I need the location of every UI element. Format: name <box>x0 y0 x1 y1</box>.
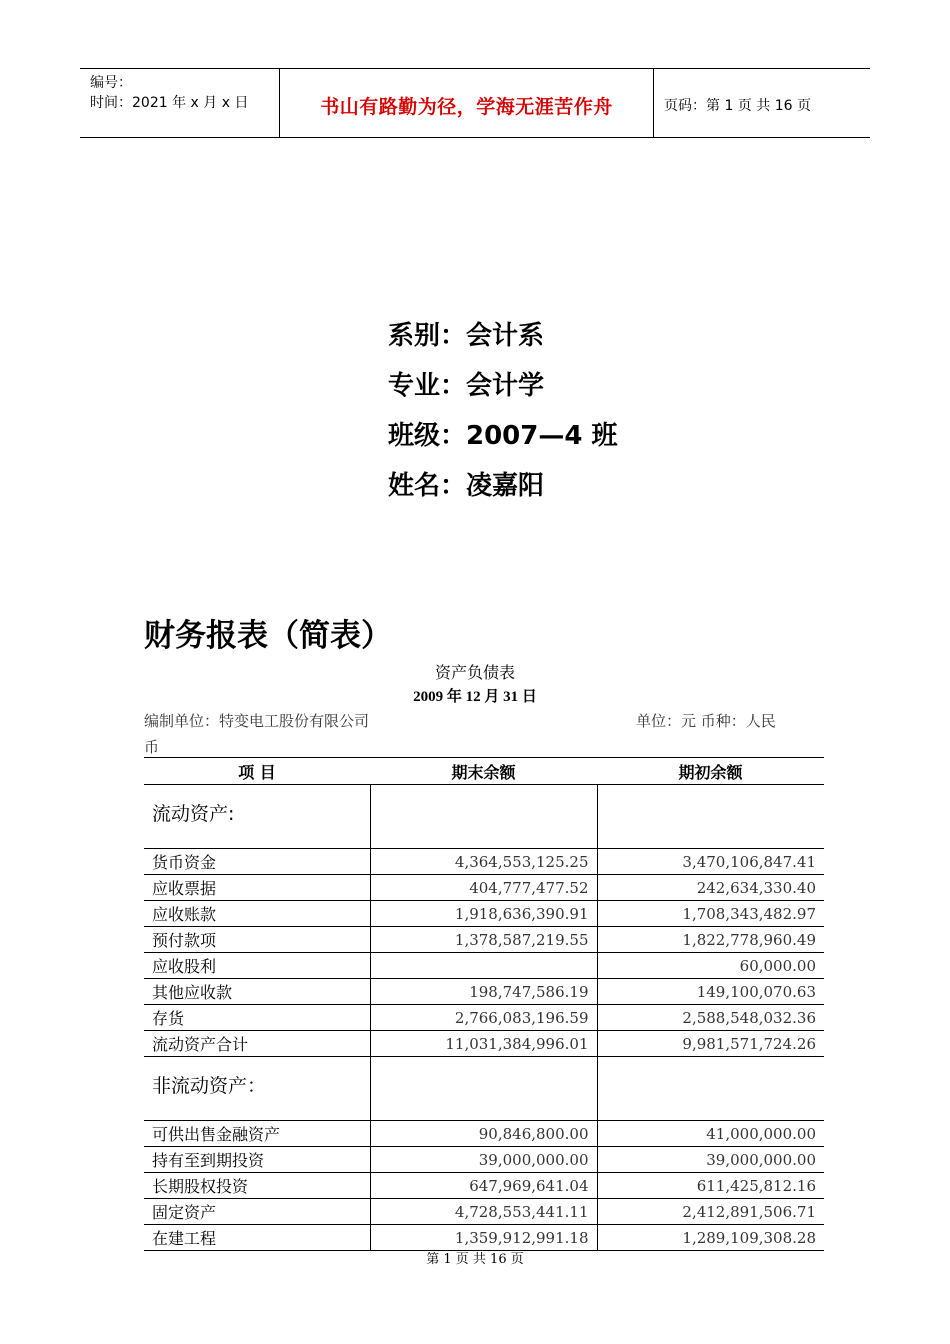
row-item-label: 可供出售金融资产 <box>144 1121 370 1147</box>
row-begin-balance: 1,289,109,308.28 <box>597 1225 824 1251</box>
row-item-label: 持有至到期投资 <box>144 1147 370 1173</box>
table-row <box>144 1147 824 1173</box>
table-row <box>144 875 824 901</box>
table-header-row <box>144 758 824 785</box>
table-row <box>144 953 824 979</box>
row-item-label: 存货 <box>144 1005 370 1031</box>
row-item-label: 固定资产 <box>144 1199 370 1225</box>
cover-info <box>388 316 618 516</box>
currency-unit-wrap: 币 <box>144 738 160 756</box>
preparer-unit: 编制单位：特变电工股份有限公司 <box>144 712 370 730</box>
row-end-balance: 2,766,083,196.59 <box>370 1005 597 1031</box>
sheet-title: 资产负债表 <box>434 663 515 682</box>
row-begin-balance: 39,000,000.00 <box>597 1147 824 1173</box>
header-page-info: 页码：第 1 页 共 16 页 <box>664 98 811 114</box>
name-line: 姓名：凌嘉阳 <box>388 471 545 501</box>
row-item-label: 应收票据 <box>144 875 370 901</box>
table-row <box>144 979 824 1005</box>
row-end-balance: 1,359,912,991.18 <box>370 1225 597 1251</box>
column-header-begin-balance: 期初余额 <box>597 758 824 785</box>
row-begin-balance: 60,000.00 <box>597 953 824 979</box>
row-end-balance: 4,364,553,125.25 <box>370 849 597 875</box>
row-end-balance: 11,031,384,996.01 <box>370 1031 597 1057</box>
row-item-label: 在建工程 <box>144 1225 370 1251</box>
row-begin-balance: 149,100,070.63 <box>597 979 824 1005</box>
row-begin-balance: 242,634,330.40 <box>597 875 824 901</box>
table-row <box>144 1031 824 1057</box>
row-begin-balance: 2,412,891,506.71 <box>597 1199 824 1225</box>
balance-sheet-table <box>144 757 824 1251</box>
row-end-balance <box>370 1057 597 1121</box>
page-footer: 第 1 页 共 16 页 <box>426 1252 524 1267</box>
column-header-end-balance: 期末余额 <box>370 758 597 785</box>
row-item-label: 应收股利 <box>144 953 370 979</box>
row-end-balance: 4,728,553,441.11 <box>370 1199 597 1225</box>
number-label: 编号： <box>90 75 132 91</box>
row-end-balance <box>370 785 597 849</box>
document-header <box>80 68 870 138</box>
report-title: 财务报表（简表） <box>144 618 392 654</box>
row-item-label: 非流动资产： <box>144 1057 370 1121</box>
row-item-label: 其他应收款 <box>144 979 370 1005</box>
sheet-date: 2009 年 12 月 31 日 <box>413 689 537 705</box>
row-item-label: 货币资金 <box>144 849 370 875</box>
table-row <box>144 1225 824 1251</box>
table-row <box>144 901 824 927</box>
currency-unit: 单位：元 币种：人民 <box>636 712 776 730</box>
row-item-label: 预付款项 <box>144 927 370 953</box>
row-end-balance: 1,918,636,390.91 <box>370 901 597 927</box>
table-row <box>144 1173 824 1199</box>
row-begin-balance: 41,000,000.00 <box>597 1121 824 1147</box>
table-row <box>144 1199 824 1225</box>
row-end-balance: 90,846,800.00 <box>370 1121 597 1147</box>
row-end-balance: 1,378,587,219.55 <box>370 927 597 953</box>
table-row <box>144 927 824 953</box>
table-row <box>144 1005 824 1031</box>
row-item-label: 流动资产合计 <box>144 1031 370 1057</box>
row-begin-balance: 9,981,571,724.26 <box>597 1031 824 1057</box>
table-row <box>144 1121 824 1147</box>
section-row <box>144 785 824 849</box>
row-item-label: 应收账款 <box>144 901 370 927</box>
column-header-item: 项 目 <box>144 758 370 785</box>
row-end-balance: 404,777,477.52 <box>370 875 597 901</box>
row-begin-balance: 3,470,106,847.41 <box>597 849 824 875</box>
table-row <box>144 849 824 875</box>
header-motto: 书山有路勤为径，学海无涯苦作舟 <box>280 69 654 137</box>
row-begin-balance: 1,822,778,960.49 <box>597 927 824 953</box>
row-begin-balance: 2,588,548,032.36 <box>597 1005 824 1031</box>
time-label: 时间：2021 年 x 月 x 日 <box>90 95 249 111</box>
row-begin-balance: 611,425,812.16 <box>597 1173 824 1199</box>
section-row <box>144 1057 824 1121</box>
row-item-label: 流动资产: <box>144 785 370 849</box>
class-line: 班级：2007—4 班 <box>388 421 618 451</box>
major-line: 专业：会计学 <box>388 371 545 401</box>
row-end-balance: 198,747,586.19 <box>370 979 597 1005</box>
row-begin-balance: 1,708,343,482.97 <box>597 901 824 927</box>
row-end-balance <box>370 953 597 979</box>
department-line: 系别：会计系 <box>388 321 545 351</box>
header-meta <box>80 69 280 137</box>
row-item-label: 长期股权投资 <box>144 1173 370 1199</box>
row-begin-balance <box>597 785 824 849</box>
row-end-balance: 39,000,000.00 <box>370 1147 597 1173</box>
row-end-balance: 647,969,641.04 <box>370 1173 597 1199</box>
row-begin-balance <box>597 1057 824 1121</box>
